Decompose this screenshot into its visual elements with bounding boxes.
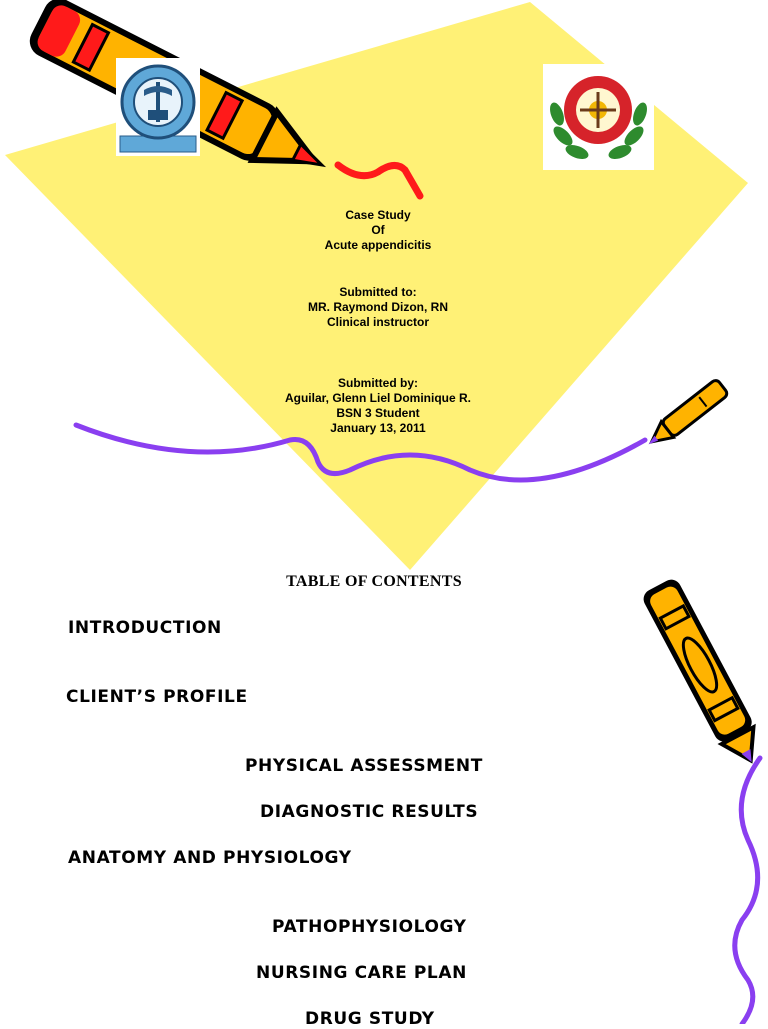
toc-item-drug-study[interactable]: DRUG STUDY <box>305 1009 435 1029</box>
submitted-by-label: Submitted by: <box>338 376 418 390</box>
submission-date: January 13, 2011 <box>330 421 426 435</box>
cover-line-of: Of <box>371 223 385 237</box>
instructor-name: MR. Raymond Dizon, RN <box>308 300 448 314</box>
toc-item-physical-assessment[interactable]: PHYSICAL ASSESSMENT <box>245 756 483 776</box>
toc-item-diagnostic-results[interactable]: DIAGNOSTIC RESULTS <box>260 802 479 822</box>
toc-item-pathophysiology[interactable]: PATHOPHYSIOLOGY <box>272 917 467 937</box>
student-name: Aguilar, Glenn Liel Dominique R. <box>284 391 472 405</box>
toc-item-nursing-care-plan[interactable]: NURSING CARE PLAN <box>256 963 467 983</box>
cover-line-topic: Acute appendicitis <box>324 238 432 252</box>
cover-line-case-study: Case Study <box>345 208 411 222</box>
student-level: BSN 3 Student <box>336 406 420 420</box>
toc-heading: TABLE OF CONTENTS <box>286 573 462 590</box>
submitted-to-label: Submitted to: <box>339 285 417 299</box>
toc-item-anatomy-physiology[interactable]: ANATOMY AND PHYSIOLOGY <box>68 848 352 868</box>
instructor-title: Clinical instructor <box>326 315 430 329</box>
toc-item-clients-profile[interactable]: CLIENT’S PROFILE <box>66 687 248 707</box>
toc-item-introduction[interactable]: INTRODUCTION <box>68 618 222 638</box>
